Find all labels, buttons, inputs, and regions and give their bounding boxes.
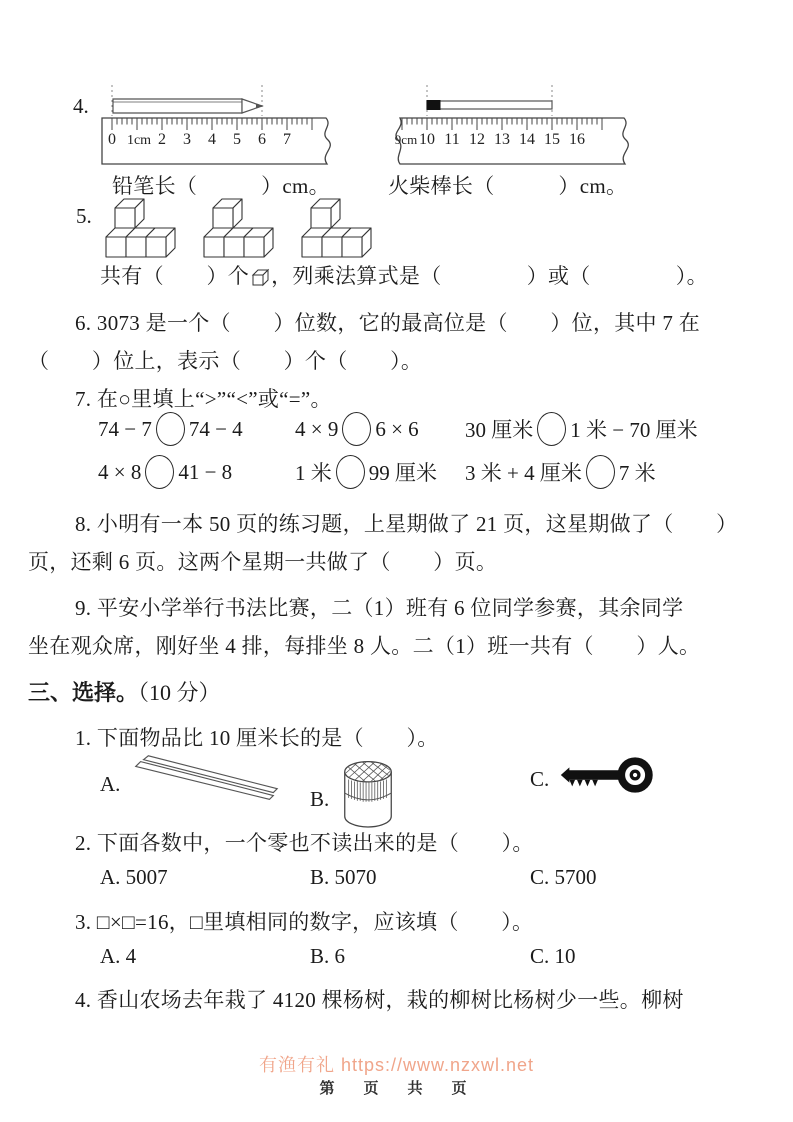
pencil-ruler-figure (92, 84, 344, 170)
matchstick-length-caption: 火柴棒长（ ）cm。 (388, 174, 628, 198)
ruler-tick-label: 10 (419, 131, 435, 148)
choice-q1-options (100, 752, 657, 838)
comparison-item (98, 455, 295, 489)
ruler-tick-label: 16 (569, 131, 585, 148)
q9-line2: 坐在观众席，刚好坐 4 排，每排坐 8 人。二（1）班一共有（ ）人。 (28, 634, 701, 658)
ruler-tick-label: 14 (519, 131, 535, 148)
comparison-item (465, 455, 656, 489)
cube-groups-figure (102, 197, 376, 261)
ruler-tick-label: 3 (183, 131, 191, 148)
choice-q1-text: 1. 下面物品比 10 厘米长的是（ ）。 (75, 726, 439, 750)
ruler-tick-label: 6 (258, 131, 266, 148)
option-b-label: B. (310, 786, 330, 811)
ruler-tick-label: 0 (108, 131, 116, 148)
choice-q2-options (100, 865, 597, 890)
q7-row1 (98, 412, 698, 446)
ruler-tick-label: 13 (494, 131, 510, 148)
option-c-label: C. (530, 766, 550, 791)
q6-line2: （ ）位上，表示（ ）个（ ）。 (28, 349, 423, 373)
matchstick-ruler-figure (386, 84, 638, 170)
choice-q3-text: 3. □×□=16，□里填相同的数字，应该填（ ）。 (75, 910, 534, 934)
expr-right: 7 米 (618, 461, 656, 485)
expr-right: 41 − 8 (178, 459, 233, 484)
ruler-tick-label: 4 (208, 131, 216, 148)
comparison-item (295, 412, 465, 446)
ruler-tick-label: 9cm (394, 132, 418, 147)
expr-right: 1 米 − 70 厘米 (570, 418, 698, 442)
choice-q2-text: 2. 下面各数中，一个零也不读出来的是（ ）。 (75, 831, 534, 855)
answer-circle (342, 412, 371, 446)
q5-caption (100, 260, 708, 290)
option-c: C. 5700 (530, 865, 597, 889)
watermark-link: 有渔有礼 https://www.nzxwl.net (258, 1055, 535, 1075)
chopsticks-icon (128, 752, 283, 808)
key-icon (557, 752, 657, 798)
expr-right: 74 − 4 (188, 416, 243, 441)
cube-icon (250, 267, 270, 287)
option-b: B. 5070 (310, 865, 377, 889)
comparison-item (98, 412, 295, 446)
ruler-tick-label: 15 (544, 131, 560, 148)
answer-circle (336, 455, 365, 489)
option-b (310, 752, 530, 838)
expr-left: 4 × 9 (295, 416, 339, 441)
q5-caption-before: 共有（ ）个 (100, 264, 250, 288)
expr-right: 6 × 6 (375, 416, 419, 441)
q4-number: 4. (73, 94, 89, 118)
q6-line1: 6. 3073 是一个（ ）位数，它的最高位是（ ）位，其中 7 在 (75, 311, 701, 335)
cube-group-figure (298, 197, 376, 261)
expr-left: 1 米 (295, 461, 332, 485)
option-a: A. 5007 (100, 865, 168, 889)
q7-header: 7. 在○里填上“>”“<”或“=”。 (75, 387, 332, 411)
option-c (530, 752, 657, 798)
ruler-tick-label: 5 (233, 131, 241, 148)
expr-left: 30 厘米 (465, 418, 534, 442)
option-b: B. 6 (310, 944, 346, 968)
choice-q3-options (100, 944, 576, 969)
q9-line1: 9. 平安小学举行书法比赛，二（1）班有 6 位同学参赛，其余同学 (75, 596, 684, 620)
cube-group-figure (102, 197, 180, 261)
q8-line2: 页，还剩 6 页。这两个星期一共做了（ ）页。 (28, 550, 498, 574)
answer-circle (145, 455, 174, 489)
ruler-tick-label: 12 (469, 131, 485, 148)
section-title: 三、选择。 (28, 680, 139, 705)
stick-holder-icon (337, 752, 399, 838)
choice-section-header (28, 676, 221, 707)
q7-row2 (98, 455, 656, 489)
option-a: A. 4 (100, 944, 137, 968)
option-c: C. 10 (530, 944, 576, 968)
section-points: （10 分） (138, 680, 221, 705)
choice-q4-text: 4. 香山农场去年栽了 4120 棵杨树，栽的柳树比杨树少一些。柳树 (75, 988, 684, 1012)
option-a-label: A. (100, 771, 121, 796)
answer-circle (537, 412, 566, 446)
expr-left: 74 − 7 (98, 416, 152, 441)
comparison-item (295, 455, 465, 489)
ruler-tick-label: 2 (158, 131, 166, 148)
ruler-tick-label: 7 (283, 131, 291, 148)
expr-right: 99 厘米 (368, 461, 437, 485)
q8-line1: 8. 小明有一本 50 页的练习题，上星期做了 21 页，这星期做了（ ） (75, 512, 738, 536)
answer-circle (156, 412, 185, 446)
pencil-length-caption: 铅笔长（ ）cm。 (112, 174, 330, 198)
q5-number: 5. (76, 204, 92, 228)
q5-caption-after: ，列乘法算式是（ ）或（ ）。 (271, 264, 708, 288)
cube-group-figure (200, 197, 278, 261)
comparison-item (465, 412, 698, 446)
option-a (100, 752, 310, 808)
answer-circle (586, 455, 615, 489)
page-number-label: 第 页 共 页 (319, 1080, 474, 1097)
expr-left: 4 × 8 (98, 459, 142, 484)
ruler-tick-label: 1cm (126, 133, 152, 148)
expr-left: 3 米 + 4 厘米 (465, 461, 582, 485)
ruler-tick-label: 11 (444, 131, 460, 148)
